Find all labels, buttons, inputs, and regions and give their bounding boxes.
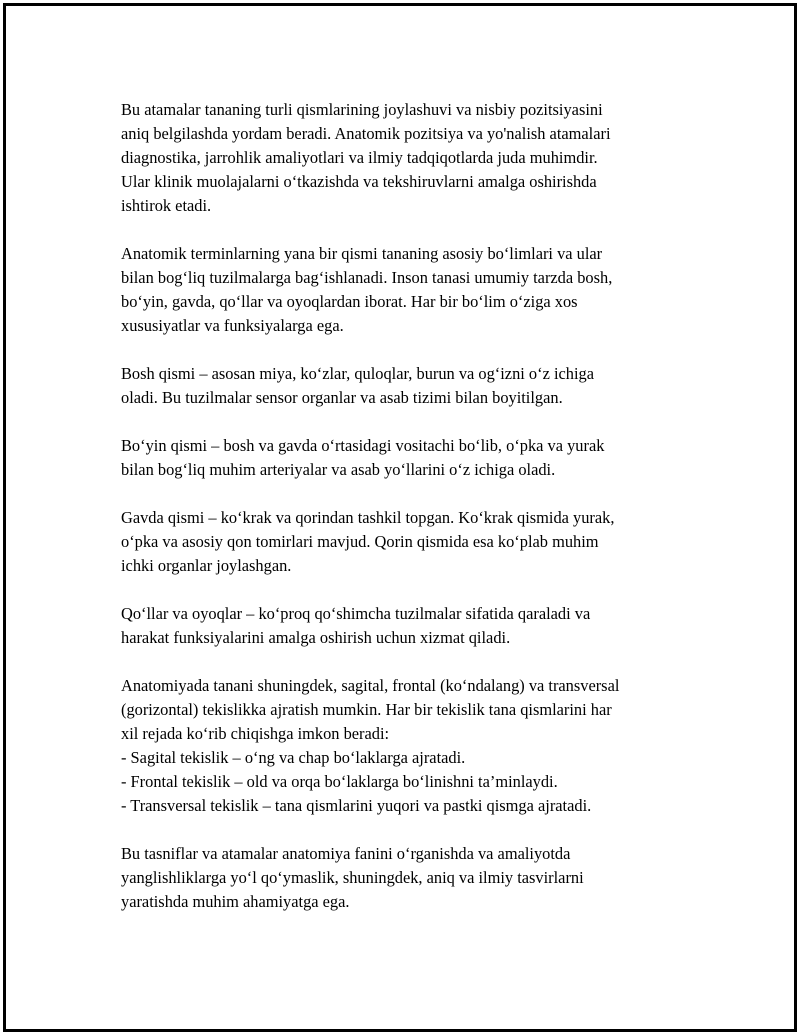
paragraph-head — [121, 362, 701, 410]
text-line: ichki organlar joylashgan. — [121, 556, 292, 575]
text-line: Anatomik terminlarning yana bir qismi tananing asosiy bo‘limlari va ular — [121, 244, 603, 263]
text-line: bo‘yin, gavda, qo‘llar va oyoqlardan iborat. Har bir bo‘lim o‘ziga xos — [121, 292, 578, 311]
text-line: aniq belgilashda yordam beradi. Anatomik pozitsiya va yo'nalish atamalari — [121, 124, 611, 143]
document-body — [121, 98, 701, 938]
text-line: diagnostika, jarrohlik amaliyotlari va ilmiy tadqiqotlarda juda muhimdir. — [121, 148, 598, 167]
paragraph-conclusion — [121, 842, 701, 914]
text-line: Gavda qismi – ko‘krak va qorindan tashkil topgan. Ko‘krak qismida yurak, — [121, 508, 615, 527]
text-line: xususiyatlar va funksiyalarga ega. — [121, 316, 344, 335]
text-line: yaratishda muhim ahamiyatga ega. — [121, 892, 350, 911]
paragraph-anatomical-terms-intro — [121, 98, 701, 218]
text-line: Bo‘yin qismi – bosh va gavda o‘rtasidagi vositachi bo‘lib, o‘pka va yurak — [121, 436, 605, 455]
text-line: xil rejada ko‘rib chiqishga imkon beradi: — [121, 724, 390, 743]
paragraph-planes — [121, 674, 701, 818]
text-line: yanglishliklarga yo‘l qo‘ymaslik, shuningdek, aniq va ilmiy tasvirlarni — [121, 868, 584, 887]
text-line: oladi. Bu tuzilmalar sensor organlar va asab tizimi bilan boyitilgan. — [121, 388, 563, 407]
text-line: Qo‘llar va oyoqlar – ko‘proq qo‘shimcha tuzilmalar sifatida qaraladi va — [121, 604, 591, 623]
text-line: Bosh qismi – asosan miya, ko‘zlar, quloqlar, burun va og‘izni o‘z ichiga — [121, 364, 594, 383]
text-line: bilan bog‘liq tuzilmalarga bag‘ishlanadi. Inson tanasi umumiy tarzda bosh, — [121, 268, 613, 287]
text-line: bilan bog‘liq muhim arteriyalar va asab yo‘llarini o‘z ichiga oladi. — [121, 460, 556, 479]
text-line: Bu atamalar tananing turli qismlarining joylashuvi va nisbiy pozitsiyasini — [121, 100, 603, 119]
list-item-transversal: - Transversal tekislik – tana qismlarini yuqori va pastki qismga ajratadi. — [121, 796, 592, 815]
text-line: ishtirok etadi. — [121, 196, 212, 215]
paragraph-limbs — [121, 602, 701, 650]
list-item-frontal: - Frontal tekislik – old va orqa bo‘laklarga bo‘linishni ta’minlaydi. — [121, 772, 558, 791]
text-line: Bu tasniflar va atamalar anatomiya fanini o‘rganishda va amaliyotda — [121, 844, 571, 863]
text-line: (gorizontal) tekislikka ajratish mumkin. Har bir tekislik tana qismlarini har — [121, 700, 612, 719]
text-line: o‘pka va asosiy qon tomirlari mavjud. Qorin qismida esa ko‘plab muhim — [121, 532, 599, 551]
paragraph-body-parts — [121, 242, 701, 338]
page-frame — [3, 3, 797, 1032]
text-line: Ular klinik muolajalarni o‘tkazishda va tekshiruvlarni amalga oshirishda — [121, 172, 597, 191]
paragraph-neck — [121, 434, 701, 482]
text-line: Anatomiyada tanani shuningdek, sagital, frontal (ko‘ndalang) va transversal — [121, 676, 620, 695]
paragraph-trunk — [121, 506, 701, 578]
text-line: harakat funksiyalarini amalga oshirish uchun xizmat qiladi. — [121, 628, 511, 647]
list-item-sagittal: - Sagital tekislik – o‘ng va chap bo‘laklarga ajratadi. — [121, 748, 466, 767]
